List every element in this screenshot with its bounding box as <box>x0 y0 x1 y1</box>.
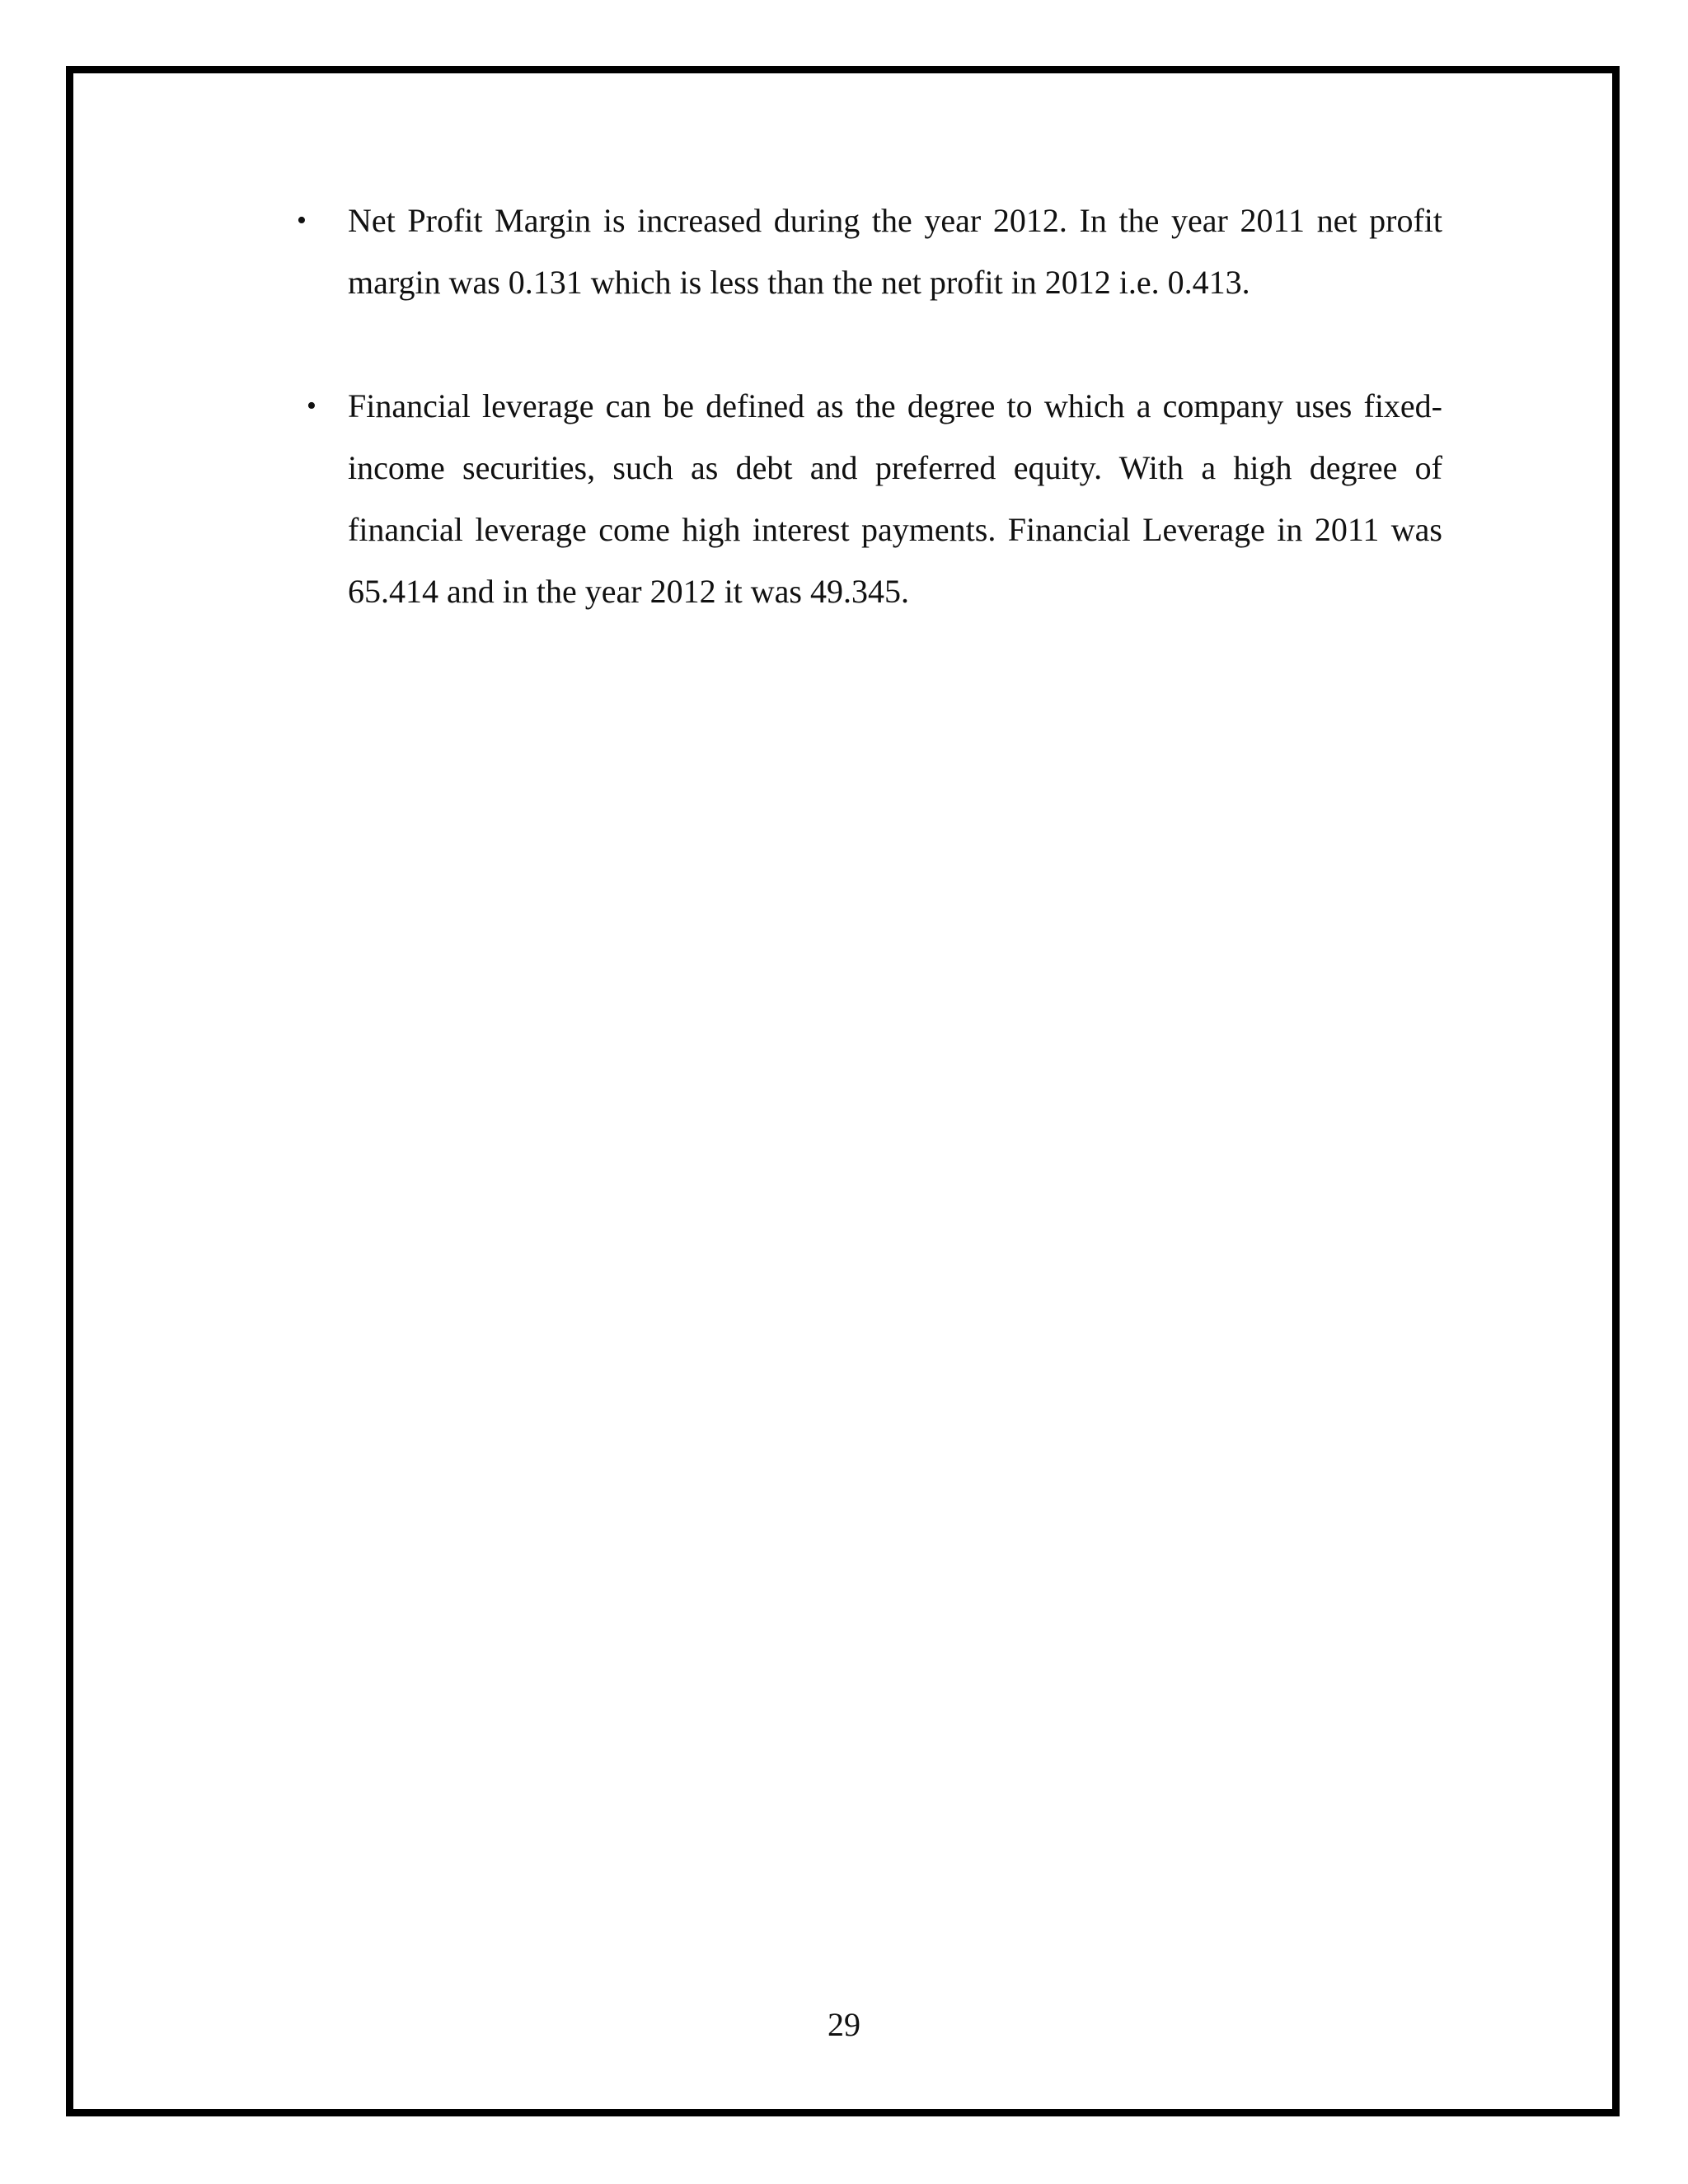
bullet-item-net-profit-margin <box>297 190 1442 313</box>
bullet-list <box>297 190 1442 622</box>
document-body <box>297 190 1442 622</box>
bullet-icon: • <box>297 205 307 236</box>
bullet-text: Financial leverage can be defined as the degree to which a company uses fixed-income securities, such as debt and preferred equity. With a high degree of financial leverage come high interest payments. Financial Leverage in 2011 was 65.414 and in the year 2012 it was 49.345. <box>348 387 1442 610</box>
bullet-icon: • <box>307 391 316 421</box>
page-number: 29 <box>828 2006 860 2043</box>
bullet-text: Net Profit Margin is increased during the year 2012. In the year 2011 net profit margin was 0.131 which is less than the net profit in 2012 i.e. 0.413. <box>348 202 1442 301</box>
bullet-item-financial-leverage <box>297 375 1442 622</box>
